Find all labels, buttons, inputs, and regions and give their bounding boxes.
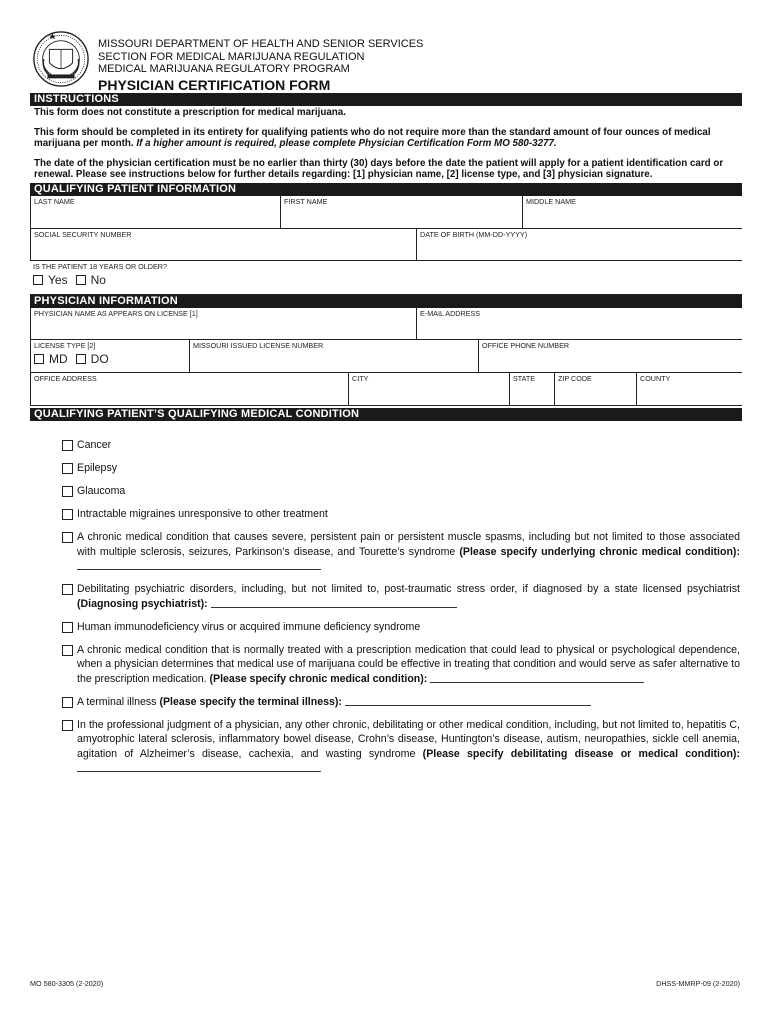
age-options (33, 273, 738, 287)
chronic-pain-input[interactable] (77, 559, 321, 570)
prescription-text (77, 643, 740, 687)
age-question-cell (30, 261, 741, 294)
chronic-pain-prompt: (Please specify underlying chronic medical condition): (459, 545, 740, 558)
migraines-checkbox[interactable] (62, 509, 73, 520)
terminal-label: A terminal illness (77, 695, 157, 708)
glaucoma-label: Glaucoma (77, 485, 126, 497)
psychiatrist-input[interactable] (211, 597, 457, 608)
department-name: MISSOURI DEPARTMENT OF HEALTH AND SENIOR SERVICES (98, 38, 424, 50)
other-checkbox[interactable] (62, 720, 73, 731)
instructions-heading: INSTRUCTIONS (30, 93, 742, 106)
no-checkbox[interactable] (76, 275, 86, 285)
yes-checkbox[interactable] (33, 275, 43, 285)
patient-name-row (30, 196, 742, 229)
form-title: PHYSICIAN CERTIFICATION FORM (98, 76, 331, 93)
other-text (77, 718, 740, 776)
patient-id-row (30, 229, 742, 261)
county-field[interactable] (637, 373, 742, 405)
do-checkbox[interactable] (76, 354, 86, 364)
middle-name-field[interactable] (523, 196, 742, 228)
phone-label: OFFICE PHONE NUMBER (482, 341, 570, 350)
middle-name-label: MIDDLE NAME (526, 197, 576, 206)
agency-header (98, 38, 423, 93)
condition-psychiatric (62, 582, 740, 611)
form-number-left: MO 580-3305 (2-2020) (30, 979, 104, 988)
chronic-pain-checkbox[interactable] (62, 532, 73, 543)
md-checkbox[interactable] (34, 354, 44, 364)
condition-cancer (62, 438, 740, 453)
instructions-p1: This form does not constitute a prescription for medical marijuana. (34, 107, 346, 118)
psychiatric-checkbox[interactable] (62, 584, 73, 595)
city-field[interactable] (349, 373, 510, 405)
physician-name-row (30, 308, 742, 340)
instructions-p2-note: If a higher amount is required, please complete Physician Certification Form MO 580-3277. (136, 138, 557, 149)
license-row (30, 340, 742, 373)
condition-chronic-pain (62, 530, 740, 574)
section-name: SECTION FOR MEDICAL MARIJUANA REGULATION (98, 50, 365, 63)
physician-name-field[interactable] (31, 308, 417, 339)
hiv-checkbox[interactable] (62, 622, 73, 633)
other-label: In the professional judgment of a physician, any other chronic, debilitating or other medical condition, including, but not limited to, hepatitis C, amyotrophic lateral sclerosis, inflammatory bowel disease, Crohn’s disease, Huntington’s disease, autism, neuropathies, sickle cell anemia, agitation of Alzheimer’s disease, cachexia, and wasting syndrome (77, 718, 740, 760)
psychiatric-prompt: (Diagnosing psychiatrist): (77, 597, 208, 610)
state-label: STATE (513, 374, 536, 383)
dob-field[interactable] (417, 229, 742, 260)
patient-heading: QUALIFYING PATIENT INFORMATION (30, 183, 742, 196)
city-label: CITY (352, 374, 369, 383)
email-label: E-MAIL ADDRESS (420, 309, 481, 318)
ssn-label: SOCIAL SECURITY NUMBER (34, 230, 132, 239)
terminal-input[interactable] (345, 695, 591, 706)
last-name-label: LAST NAME (34, 197, 75, 206)
address-row (30, 373, 742, 406)
license-type-cell (31, 340, 190, 372)
form-number-right: DHSS-MMRP-09 (2-2020) (656, 979, 740, 988)
patient-age-row (30, 261, 742, 295)
hiv-label: Human immunodeficiency virus or acquired immune deficiency syndrome (77, 620, 421, 633)
county-label: COUNTY (640, 374, 671, 383)
zip-label: ZIP CODE (558, 374, 592, 383)
license-type-label: LICENSE TYPE [2] (34, 341, 96, 350)
do-label: DO (90, 352, 109, 366)
prescription-prompt: (Please specify chronic medical condition): (209, 672, 428, 685)
conditions-heading: QUALIFYING PATIENT’S QUALIFYING MEDICAL CONDITION (30, 408, 742, 421)
condition-prescription (62, 643, 740, 687)
epilepsy-label: Epilepsy (77, 462, 118, 474)
epilepsy-checkbox[interactable] (62, 463, 73, 474)
condition-migraines (62, 507, 740, 522)
prescription-label: A chronic medical condition that is normally treated with a prescription medication that could lead to physical or psychological dependence, when a physician determines that medical use of marijuana could be effective in treating that condition and would serve as safer alternative to the prescription medication. (77, 643, 740, 685)
ssn-field[interactable] (31, 229, 417, 260)
cancer-label: Cancer (77, 439, 112, 451)
instructions-p2-main: This form should be completed in its entirety for qualifying patients who do not require more than the standard amount of four ounces of medical marijuana per month. (34, 127, 711, 149)
no-label: No (90, 273, 106, 287)
instructions-body (30, 106, 742, 183)
psychiatric-label: Debilitating psychiatric disorders, including, but not limited to, post-traumatic stress order, if diagnosed by a state licensed psychiatrist (77, 583, 740, 595)
psychiatric-text (77, 582, 740, 611)
condition-terminal (62, 695, 740, 710)
age-question-label: IS THE PATIENT 18 YEARS OR OLDER? (33, 262, 167, 271)
glaucoma-checkbox[interactable] (62, 486, 73, 497)
migraines-label: Intractable migraines unresponsive to other treatment (77, 508, 328, 520)
first-name-field[interactable] (281, 196, 523, 228)
condition-epilepsy (62, 461, 740, 476)
chronic-pain-text (77, 530, 740, 574)
license-number-field[interactable] (190, 340, 479, 372)
email-field[interactable] (417, 308, 742, 339)
other-prompt: (Please specify debilitating disease or medical condition): (422, 747, 740, 760)
prescription-checkbox[interactable] (62, 645, 73, 656)
conditions-list (62, 438, 740, 784)
terminal-prompt: (Please specify the terminal illness): (159, 695, 342, 708)
condition-other (62, 718, 740, 776)
instructions-p2 (34, 127, 738, 149)
license-type-options (34, 352, 186, 366)
zip-field[interactable] (555, 373, 637, 405)
first-name-label: FIRST NAME (284, 197, 328, 206)
physician-heading: PHYSICIAN INFORMATION (30, 295, 742, 308)
program-name: MEDICAL MARIJUANA REGULATORY PROGRAM (98, 63, 350, 75)
license-number-label: MISSOURI ISSUED LICENSE NUMBER (193, 341, 324, 350)
certification-form (30, 93, 742, 421)
phone-field[interactable] (479, 340, 742, 372)
cancer-checkbox[interactable] (62, 440, 73, 451)
instructions-p3: The date of the physician certification must be no earlier than thirty (30) days before the date the patient will apply for a patient identification card or renewal. Please see instructions below for further details regarding: [1] physician name, [2] license type, and [3] physician signature. (34, 158, 724, 180)
other-input[interactable] (77, 761, 321, 772)
prescription-input[interactable] (430, 672, 644, 683)
md-label: MD (49, 352, 68, 366)
office-address-label: OFFICE ADDRESS (34, 374, 97, 383)
terminal-checkbox[interactable] (62, 697, 73, 708)
condition-glaucoma (62, 484, 740, 499)
chronic-pain-label: A chronic medical condition that causes severe, persistent pain or persistent muscle spasms, including but not limited to those associated with multiple sclerosis, seizures, Parkinson’s disease, and Tourette’s syndrome (77, 531, 740, 558)
terminal-text (77, 695, 740, 710)
physician-name-label: PHYSICIAN NAME AS APPEARS ON LICENSE [1] (34, 309, 198, 318)
last-name-field[interactable] (31, 196, 281, 228)
state-field[interactable] (510, 373, 555, 405)
condition-hiv (62, 620, 740, 635)
yes-label: Yes (48, 273, 68, 287)
missouri-seal-icon (32, 30, 90, 88)
dob-label: DATE OF BIRTH (MM-DD-YYYY) (420, 230, 528, 239)
office-address-field[interactable] (31, 373, 349, 405)
